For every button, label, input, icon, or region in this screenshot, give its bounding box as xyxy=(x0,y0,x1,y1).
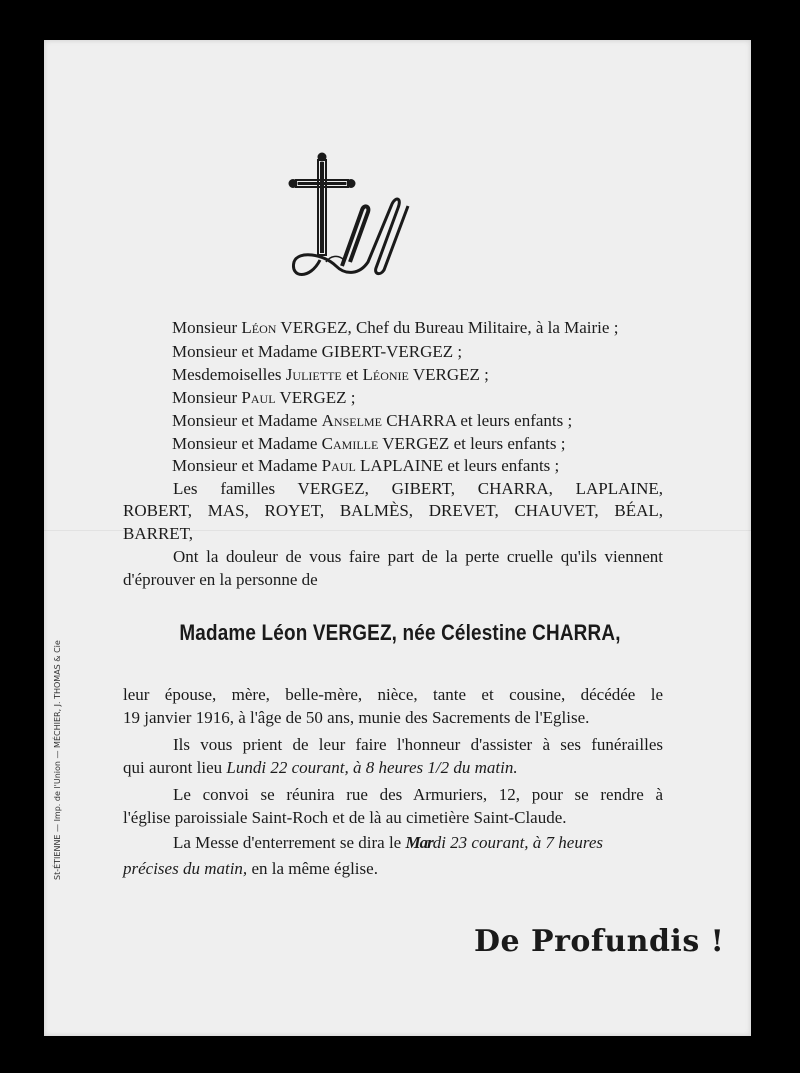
family-line-1: Monsieur Léon VERGEZ, Chef du Bureau Militaire, à la Mairie ; xyxy=(172,318,619,337)
announce-line-2: d'éprouver en la personne de xyxy=(123,570,318,589)
convoy-line-1: Le convoi se réunira rue des Armuriers, 12, pour se rendre à xyxy=(173,785,663,804)
families-list-line-3: BARRET, xyxy=(123,524,194,543)
families-list-line-1: Les familles VERGEZ, GIBERT, CHARRA, LAPLAINE, xyxy=(173,479,663,498)
family-line-4: Monsieur Paul VERGEZ ; xyxy=(172,388,356,407)
de-profundis: De Profundis ! xyxy=(474,924,725,959)
mass-line-2: précises du matin, en la même église. xyxy=(123,859,378,878)
mass-line-1: La Messe d'enterrement se dira le Mardi 23 courant, à 7 heures xyxy=(173,833,604,852)
details-line-1: leur épouse, mère, belle-mère, nièce, tante et cousine, décédée le xyxy=(123,685,663,704)
cross-monogram-icon xyxy=(280,150,420,290)
printer-mark: St-ÉTIENNE — Imp. de l'Union — MÉCHIER, J. THOMAS & Cie xyxy=(53,640,62,880)
deceased-name: Madame Léon VERGEZ, née Célestine CHARRA, xyxy=(179,620,621,645)
funeral-line-2: qui auront lieu Lundi 22 courant, à 8 heures 1/2 du matin. xyxy=(123,758,518,777)
family-line-5: Monsieur et Madame Anselme CHARRA et leurs enfants ; xyxy=(172,411,573,430)
family-line-3: Mesdemoiselles Juliette et Léonie VERGEZ ; xyxy=(172,365,489,384)
funeral-line-1: Ils vous prient de leur faire l'honneur d'assister à ses funérailles xyxy=(173,735,663,754)
family-line-6: Monsieur et Madame Camille VERGEZ et leurs enfants ; xyxy=(172,434,566,453)
convoy-line-2: l'église paroissiale Saint-Roch et de là au cimetière Saint-Claude. xyxy=(123,808,567,827)
announce-line-1: Ont la douleur de vous faire part de la perte cruelle qu'ils viennent xyxy=(173,547,663,566)
families-list-line-2: ROBERT, MAS, ROYET, BALMÈS, DREVET, CHAUVET, BÉAL, xyxy=(123,501,663,520)
family-line-7: Monsieur et Madame Paul LAPLAINE et leurs enfants ; xyxy=(172,456,560,475)
details-line-2: 19 janvier 1916, à l'âge de 50 ans, munie des Sacrements de l'Eglise. xyxy=(123,708,590,727)
family-line-2: Monsieur et Madame GIBERT-VERGEZ ; xyxy=(172,342,463,361)
